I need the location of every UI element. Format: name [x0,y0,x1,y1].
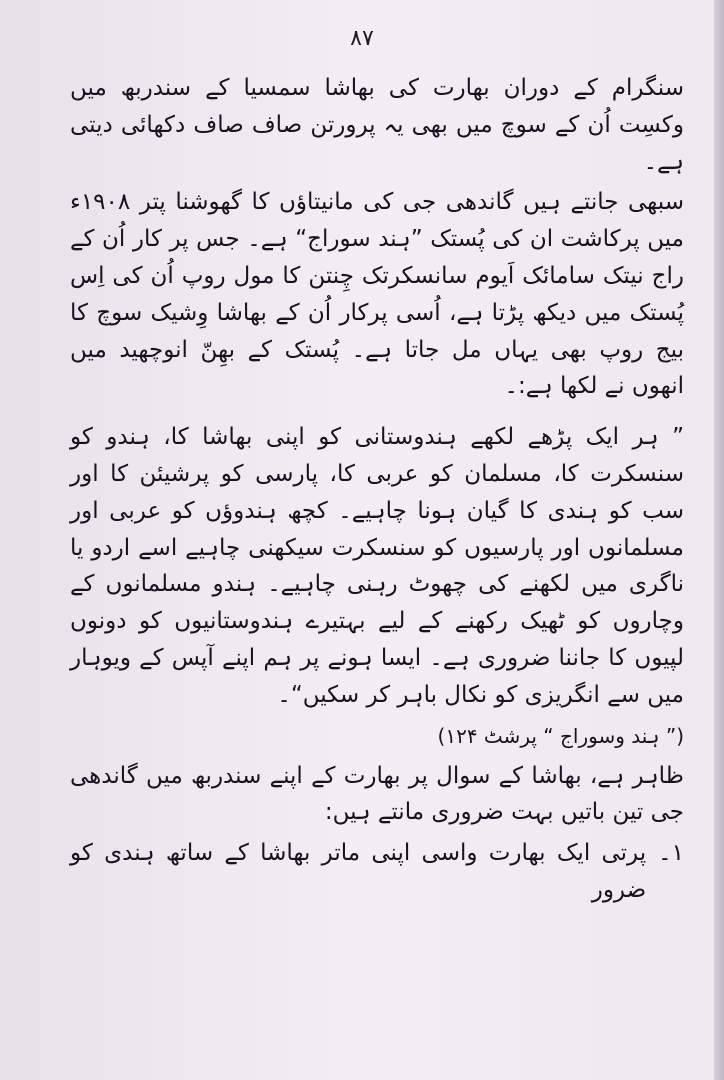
page-number: ۸۷ [350,26,374,51]
body-text [70,70,684,909]
paragraph-2: سبھی جانتے ہیں گاندھی جی کی مانیتاؤں کا گھوشنا پتر ۱۹۰۸ء میں پرکاشت ان کی پُستک ”ہند سوراج“ ہے۔ جس پر کار اُن کے راج نیتک سامائک اَیوم سانسکرتک چِنتن کا مول روپ اُن کی اِس پُستک میں دیکھ پڑتا ہے، اُسی پرکار اُن کے بھاشا وِشیک سوچ کا بیج روپ بھی یہاں مل جاتا ہے۔ پُستک کے بھِنّ انوچھید میں انھوں نے لکھا ہے:۔ [70,189,684,400]
paragraph-1: سنگرام کے دوران بھارت کی بھاشا سمسیا کے سندربھ میں وکسِت اُن کے سوچ میں بھی یہ پرورتن صاف صاف دکھائی دیتی ہے۔ [70,75,684,175]
page-edge-shadow [714,0,724,1080]
quotation-paragraph: ” ہر ایک پڑھے لکھے ہندوستانی کو اپنی بھاشا کا، ہندو کو سنسکرت کا، مسلمان کو عربی کا، پارسی کو پرشیئن کا اور سب کو ہندی کا گیان ہونا چاہیے۔ کچھ ہندوؤں کو عربی اور مسلمانوں اور پارسیوں کو سنسکرت سیکھنی چاہیے اسے اردو یا ناگری میں لکھنے کی چھوٹ رہنی چاہیے۔ ہندو مسلمانوں کے وچاروں کو ٹھیک رکھنے کے لیے بہتیرے ہندوستانیوں کو دونوں لپیوں کا جاننا ضروری ہے۔ ایسا ہونے پر ہم اپنے آپس کے ویوہار میں سے انگریزی کو نکال باہر کر سکیں“۔ [70,424,684,708]
list-item [70,835,684,909]
list-item-text: پرتی ایک بھارت واسی اپنی ماتر بھاشا کے ساتھ ہندی کو ضرور [70,840,647,903]
quotation-reference: (” ہند وسوراج “ پرشٹ ۱۲۴) [437,723,684,748]
paragraph-4: ظاہر ہے، بھاشا کے سوال پر بھارت کے اپنے سندربھ میں گاندھی جی تین باتیں بہت ضروری مانتے ہیں: [70,762,684,826]
list-item-number: ۱۔ [658,840,684,867]
